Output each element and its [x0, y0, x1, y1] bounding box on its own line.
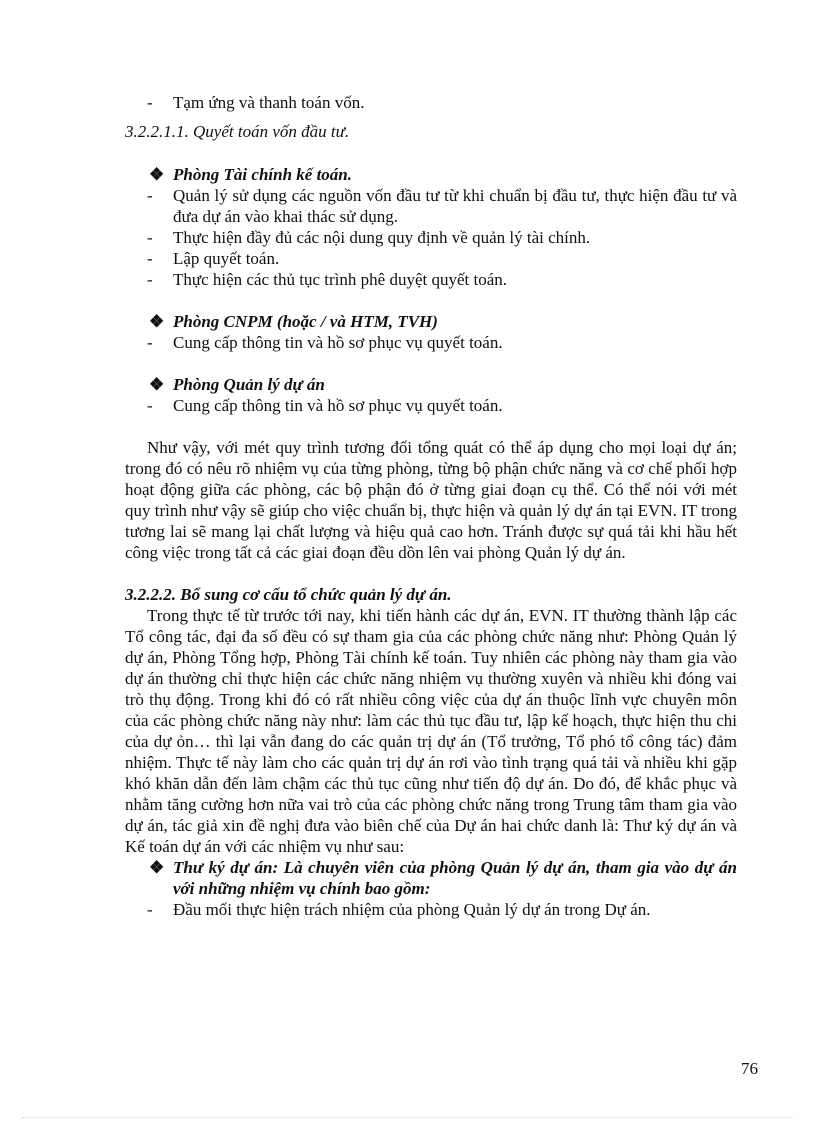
document-body [125, 92, 737, 920]
list-item-text: Cung cấp thông tin và hồ sơ phục vụ quyết toán. [173, 333, 503, 352]
bullet-heading-finance [125, 164, 737, 185]
diamond-bullet-icon: ❖ [149, 165, 165, 184]
dash-marker: - [147, 249, 153, 268]
dash-marker: - [147, 396, 153, 415]
list-item [125, 185, 737, 227]
dash-marker: - [147, 228, 153, 247]
list-item-text: Tạm ứng và thanh toán vốn. [173, 93, 365, 112]
section-heading: 3.2.2.2. Bổ sung cơ cấu tổ chức quản lý dự án. [125, 585, 452, 604]
list-item [125, 332, 737, 353]
list-item-text: Thực hiện đầy đủ các nội dung quy định về quản lý tài chính. [173, 228, 591, 247]
bullet-heading-cnpm [125, 311, 737, 332]
diamond-bullet-icon: ❖ [149, 858, 165, 877]
list-item-text: Lập quyết toán. [173, 249, 280, 268]
list-item [125, 92, 737, 113]
list-item-text: Cung cấp thông tin và hồ sơ phục vụ quyết toán. [173, 396, 503, 415]
bullet-heading-text: Phòng Quản lý dự án [173, 375, 325, 394]
dash-marker: - [147, 270, 153, 289]
list-item-text: Quản lý sử dụng các nguồn vốn đầu tư từ khi chuẩn bị đầu tư, thực hiện đầu tư và đưa dự án vào khai thác sử dụng. [173, 186, 737, 226]
list-item [125, 269, 737, 290]
spacer [125, 290, 737, 311]
body-paragraph: Như vậy, với mét quy trình tương đối tổng quát có thể áp dụng cho mọi loại dự án; trong đó có nêu rõ nhiệm vụ của từng phòng, từng bộ phận chức năng và cơ chế phối hợp hoạt động giữa các phòng, các bộ phận đó ở từng giai đoạn cụ thể. Có thể nói với mét quy trình như vậy sẽ giúp cho việc chuẩn bị, thực hiện và quản lý dự án tại EVN. IT trong tương lai sẽ mang lại chất lượng và hiệu quả cao hơn. Tránh được sự quá tải khi hầu hết công việc trong tất cả các giai đoạn đều dồn lên vai phòng Quản lý dự án. [125, 438, 737, 562]
bullet-heading-text: Phòng CNPM (hoặc / và HTM, TVH) [173, 312, 438, 331]
list-item-text: Đầu mối thực hiện trách nhiệm của phòng Quản lý dự án trong Dự án. [173, 900, 651, 919]
dash-marker: - [147, 900, 153, 919]
list-item-text: Thực hiện các thủ tục trình phê duyệt quyết toán. [173, 270, 507, 289]
page-bottom-divider [22, 1117, 794, 1118]
dash-marker: - [147, 186, 153, 205]
list-item [125, 395, 737, 416]
bullet-heading-text: Thư ký dự án: Là chuyên viên của phòng Quản lý dự án, tham gia vào dự án với những nhiệm vụ chính bao gồm: [173, 858, 737, 898]
list-item [125, 227, 737, 248]
list-item [125, 899, 737, 920]
bullet-heading-project-secretary [125, 857, 737, 899]
dash-marker: - [147, 333, 153, 352]
dash-marker: - [147, 93, 153, 112]
spacer [125, 416, 737, 437]
list-item [125, 248, 737, 269]
subsection-title: Quyết toán vốn đầu tư. [193, 122, 350, 141]
subsection-heading [125, 121, 737, 142]
page-number: 76 [741, 1059, 758, 1078]
body-paragraph: Trong thực tế từ trước tới nay, khi tiến hành các dự án, EVN. IT thường thành lập các Tổ công tác, đại đa số đều có sự tham gia của các phòng chức năng như: Phòng Quản lý dự án, Phòng Tổng hợp, Phòng Tài chính kế toán. Tuy nhiên các phòng này tham gia vào dự án thường chỉ thực hiện các chức năng nhiệm vụ thường xuyên và nhiều khi đóng vai trò thụ động. Trong khi đó có rất nhiều công việc của dự án thuộc lĩnh vực chuyên môn của các phòng chức năng này như: làm các thủ tục đầu tư, lập kế hoạch, thực hiện thu chi của dự ỏn… thì lại vẫn đang do các quản trị dự án (Tổ trưởng, Tổ phó tổ công tác) đảm nhiệm. Thực tế này làm cho các quản trị dự án rơi vào tình trạng quá tải và nhiều khi gặp khó khăn dẫn đến làm chậm các thủ tục cũng như tiến độ dự án. Do đó, để khắc phục và nhằm tăng cường hơn nữa vai trò của các phòng chức năng trong Trung tâm tham gia vào dự án, tác giả xin đề nghị đưa vào biên chế của Dự án hai chức danh là: Thư ký dự án và Kế toán dự án với các nhiệm vụ như sau: [125, 606, 737, 856]
subsection-number: 3.2.2.1.1. [125, 122, 189, 141]
bullet-heading-project-mgmt [125, 374, 737, 395]
spacer [125, 353, 737, 374]
diamond-bullet-icon: ❖ [149, 375, 165, 394]
bullet-heading-text: Phòng Tài chính kế toán. [173, 165, 353, 184]
diamond-bullet-icon: ❖ [149, 312, 165, 331]
